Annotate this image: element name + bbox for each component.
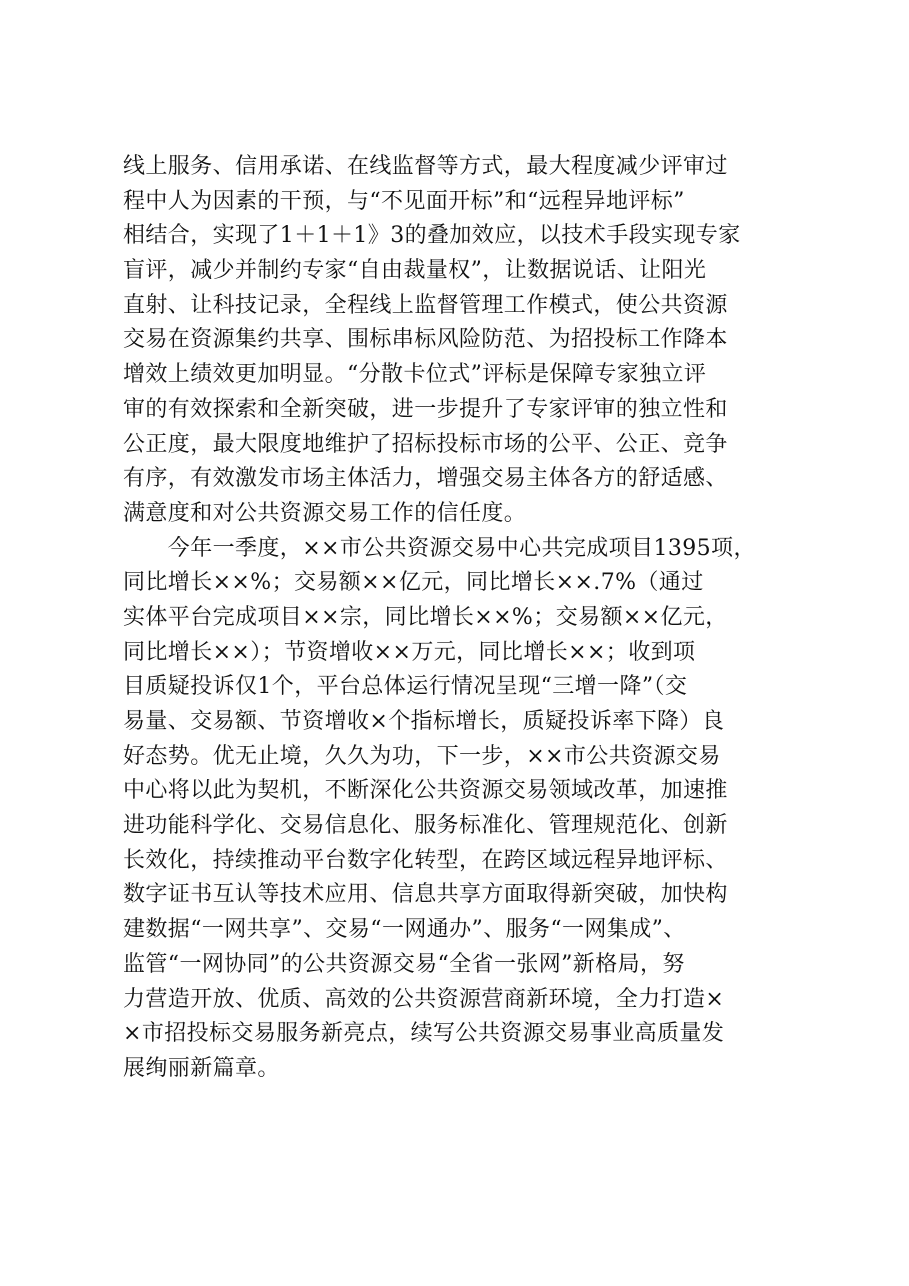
text-line: 易量、交易额、节资增收×个指标增长，质疑投诉率下降）良 bbox=[123, 709, 725, 734]
text-line: 今年一季度，××市公共资源交易中心共完成项目1395项， bbox=[123, 535, 756, 561]
text-line: 交易在资源集约共享、围标串标风险防范、为招投标工作降本 bbox=[123, 327, 728, 353]
text-line: 相结合，实现了1＋1＋1》3的叠加效应，以技术手段实现专家 bbox=[123, 223, 741, 249]
text-line: 审的有效探索和全新突破，进一步提升了专家评审的独立性和 bbox=[123, 396, 728, 422]
paragraph-2 bbox=[123, 532, 813, 1087]
text-line: 长效化，持续推动平台数字化转型，在跨区域远程异地评标、 bbox=[123, 847, 728, 873]
document-body bbox=[123, 150, 813, 1087]
text-line: 力营造开放、优质、高效的公共资源营商新环境，全力打造× bbox=[123, 986, 725, 1012]
text-line: 有序，有效激发市场主体活力，增强交易主体各方的舒适感、 bbox=[123, 466, 728, 492]
text-line: 进功能科学化、交易信息化、服务标准化、管理规范化、创新 bbox=[123, 813, 728, 839]
text-line: 建数据“一网共享”、交易“一网通办”、服务“一网集成”、 bbox=[123, 917, 686, 943]
text-line: 线上服务、信用承诺、在线监督等方式，最大程度减少评审过 bbox=[123, 154, 728, 179]
text-line: 同比增长××%；交易额××亿元，同比增长××.7%（通过 bbox=[123, 570, 704, 596]
text-line: 目质疑投诉仅1个，平台总体运行情况呈现“三增一降”（交 bbox=[123, 674, 688, 700]
text-line: 增效上绩效更加明显。“分散卡位式”评标是保障专家独立评 bbox=[123, 362, 707, 388]
text-line: 监管“一网协同”的公共资源交易“全省一张网”新格局，努 bbox=[123, 951, 685, 977]
text-line: 程中人为因素的干预，与“不见面开标”和“远程异地评标” bbox=[123, 188, 685, 214]
text-line: 展绚丽新篇章。 bbox=[123, 1055, 280, 1081]
paragraph-1 bbox=[123, 150, 813, 532]
text-line: 盲评，减少并制约专家“自由裁量权”，让数据说话、让阳光 bbox=[123, 258, 707, 284]
text-line: ×市招投标交易服务新亮点，续写公共资源交易事业高质量发 bbox=[123, 1021, 725, 1047]
text-line: 直射、让科技记录，全程线上监督管理工作模式，使公共资源 bbox=[123, 292, 728, 318]
text-line: 好态势。优无止境，久久为功，下一步，××市公共资源交易 bbox=[123, 743, 721, 769]
text-line: 实体平台完成项目××宗，同比增长××%；交易额××亿元， bbox=[123, 604, 728, 630]
text-line: 中心将以此为契机，不断深化公共资源交易领域改革，加速推 bbox=[123, 778, 728, 804]
text-line: 同比增长××）；节资增收××万元，同比增长××；收到项 bbox=[123, 639, 696, 665]
text-line: 满意度和对公共资源交易工作的信任度。 bbox=[123, 500, 527, 526]
text-line: 公正度，最大限度地维护了招标投标市场的公平、公正、竞争 bbox=[123, 431, 728, 457]
text-line: 数字证书互认等技术应用、信息共享方面取得新突破，加快构 bbox=[123, 882, 728, 908]
